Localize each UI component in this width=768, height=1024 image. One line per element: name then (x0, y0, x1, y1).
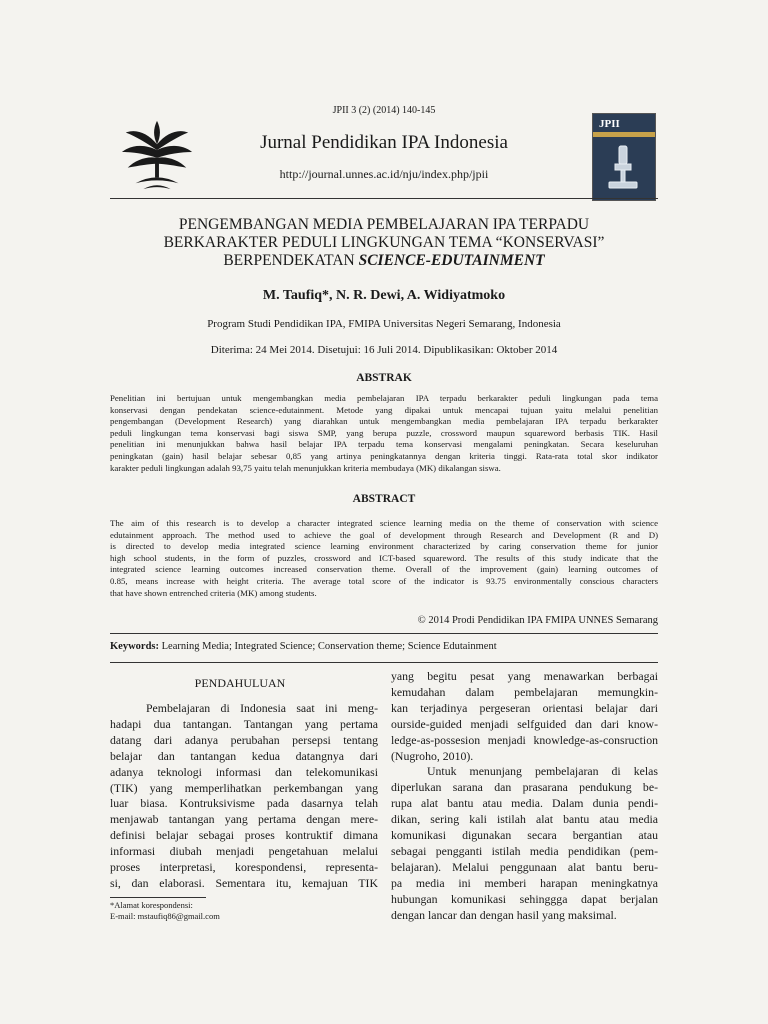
authors: M. Taufiq*, N. R. Dewi, A. Widiyatmoko (262, 288, 506, 303)
running-head: JPII 3 (2) (2014) 140-145 (332, 105, 436, 116)
title-line-1: PENGEMBANGAN MEDIA PEMBELAJARAN IPA TERPADU (178, 216, 590, 233)
body-line: adanya teknologi informasi dan telekomunikasi (110, 764, 378, 779)
journal-url[interactable]: http://journal.unnes.ac.id/nju/index.php/jpii (279, 167, 489, 181)
title-line-2: BERKARAKTER PEDULI LINGKUNGAN TEMA “KONSERVASI” (163, 234, 605, 251)
body-line: menjawab tantangan yang pertama dengan mere- (110, 812, 378, 827)
footnote-rule (110, 897, 206, 898)
abstrak-body (110, 393, 658, 474)
body-line: ledge-as-possesion menjadi knowledge-as-consruction (391, 732, 658, 747)
abstract-line: that have shown entrenched criteria (MK) among students. (110, 587, 317, 598)
body-line: proses interpretasi, korespondensi, representa- (110, 860, 378, 875)
abstract-line: is directed to develop media integrated science learning environment characterized by caring conservation theme for junior (110, 541, 658, 552)
body-line: dengan lancar dan dengan hasil yang maksimal. (391, 907, 617, 922)
abstract-line: high school students, in the form of puzzles, crossword and ICT-based squareword. The results of this study indicate that the (110, 552, 658, 563)
body-line: sebagai pengganti istilah media pendidikan (pem- (391, 843, 658, 858)
body-line: kan terjadinya pergeseran orientasi belajar dari (391, 700, 658, 715)
body-line: pa media ini memberi harapan meningkatnya (391, 875, 658, 890)
body-line: informasi diubah menjadi pengetahuan melalui (110, 844, 378, 859)
body-line: yang begitu pesat yang menawarkan berbagai (391, 669, 658, 683)
body-line: datang dari adanya perubahan persepsi tentang (110, 732, 378, 747)
keywords (110, 641, 497, 652)
body-line: diperlukan sarana dan prasarana pendukung be- (391, 780, 658, 795)
copyright: © 2014 Prodi Pendidikan IPA FMIPA UNNES Semarang (417, 615, 658, 626)
abstract-line: integrated science learning outcomes increased conservation theme. Overall of the improvement (gain) learning outcomes of (110, 564, 658, 575)
title-line-3-text: BERPENDEKATAN (223, 252, 359, 269)
body-right-column (391, 669, 658, 924)
abstrak-line: karakter peduli lingkungan adalah 93,75 yaitu telah menunjukkan kriteria membudaya (MK) dikalangan siswa. (110, 462, 501, 473)
article-title (0, 216, 768, 270)
abstrak-line: penelitian ini menunjukkan bahwa hasil belajar IPA terpadu tema konservasi mengalami peningkatan. Secara keseluruhan (110, 439, 658, 450)
body-line: belajaran). Melalui penggunaan alat bantu beru- (391, 859, 658, 874)
footnote-email[interactable]: E-mail: mstaufiq86@gmail.com (110, 911, 220, 921)
abstrak-line: peningkatan (gain) hasil belajar sebesar 0,85 yang artinya peningkatannya dengan kriteria tinggi. Rata-rata total skor indikator (110, 450, 658, 461)
keywords-top-rule (110, 633, 658, 634)
body-line: Untuk menunjang pembelajaran di kelas (427, 764, 658, 779)
body-line: kemudahan dalam pembelajaran memungkin- (391, 684, 658, 699)
abstract-line: 0.85, means increase with height criteria. The average total score of the indicator is 93.75 environmentally conscious characters (110, 575, 658, 586)
abstrak-heading: ABSTRAK (356, 372, 412, 384)
journal-title: Jurnal Pendidikan IPA Indonesia (260, 132, 508, 153)
body-line: rupa alat bantu atau media. Dalam dunia pendi- (391, 796, 658, 811)
body-line: (Nugroho, 2010). (391, 748, 474, 763)
body-line: (TIK) yang memperlihatkan perkembangan yang (110, 780, 378, 795)
title-line-3 (0, 252, 768, 270)
body-line: hubungan komunikasi sehinggga dapat berjalan (391, 891, 658, 906)
publication-dates: Diterima: 24 Mei 2014. Disetujui: 16 Juli 2014. Dipublikasikan: Oktober 2014 (210, 344, 558, 356)
section-heading: PENDAHULUAN (194, 676, 286, 690)
body-line: ourside-guided menjadi selfguided dan dari know- (391, 716, 658, 731)
footnote-correspondence: *Alamat korespondensi: (110, 900, 193, 910)
title-line-3-italic: SCIENCE-EDUTAINMENT (358, 252, 545, 269)
abstract-body (110, 518, 658, 599)
abstrak-line: pengembangan (Development Research) yang diarahkan untuk mengembangkan media pembelajaran IPA terpadu berkarakter (110, 416, 658, 427)
abstract-line: The aim of this research is to develop a character integrated science learning media on the theme of conservation with science (110, 518, 658, 528)
body-line: dikan, sering kali istilah alat bantu atau media (391, 812, 658, 827)
abstrak-line: peduli lingkungan tema konservasi bagi siswa SMP, yang berupa puzzle, crossword maupun squareword berbasis TIK. Hasil (110, 427, 658, 438)
abstrak-line: konservasi dengan pendekatan science-edutainment. Metode yang dipakai untuk mencapai tujuan yaitu melalui penelitian (110, 404, 658, 415)
body-line: definisi belajar sebagai proses kontruktif dimana (110, 828, 378, 843)
body-line: Pembelajaran di Indonesia saat ini meng- (146, 701, 378, 715)
body-line: luar biasa. Kontruksivisme pada dasarnya telah (110, 796, 378, 811)
body-line: belajar dan tantangan kedua datangnya dari (110, 748, 378, 763)
journal-cover-image (592, 113, 656, 201)
cover-label: JPII (599, 118, 620, 130)
body-line: hadapi dua tantangan. Tantangan yang pertama (110, 716, 378, 731)
body-line: si, dan elaborasi. Sementara itu, kemajuan TIK (110, 875, 378, 890)
keywords-label: Keywords: (110, 641, 159, 652)
body-left-column (110, 701, 378, 892)
abstrak-line: Penelitian ini bertujuan untuk mengembangkan media pembelajaran IPA terpadu berkarakter peduli lingkungan pada tema (110, 393, 658, 403)
header-rule (110, 198, 658, 199)
affiliation: Program Studi Pendidikan IPA, FMIPA Universitas Negeri Semarang, Indonesia (207, 318, 561, 330)
abstract-heading: ABSTRACT (352, 493, 416, 505)
abstract-line: edutainment approach. The method used to achieve the goal of development through Research and Development (R and D) (110, 529, 658, 540)
keywords-bottom-rule (110, 662, 658, 663)
keywords-text: Learning Media; Integrated Science; Conservation theme; Science Edutainment (159, 641, 497, 652)
body-line: komunikasi digunakan secara bergantian atau (391, 828, 658, 843)
